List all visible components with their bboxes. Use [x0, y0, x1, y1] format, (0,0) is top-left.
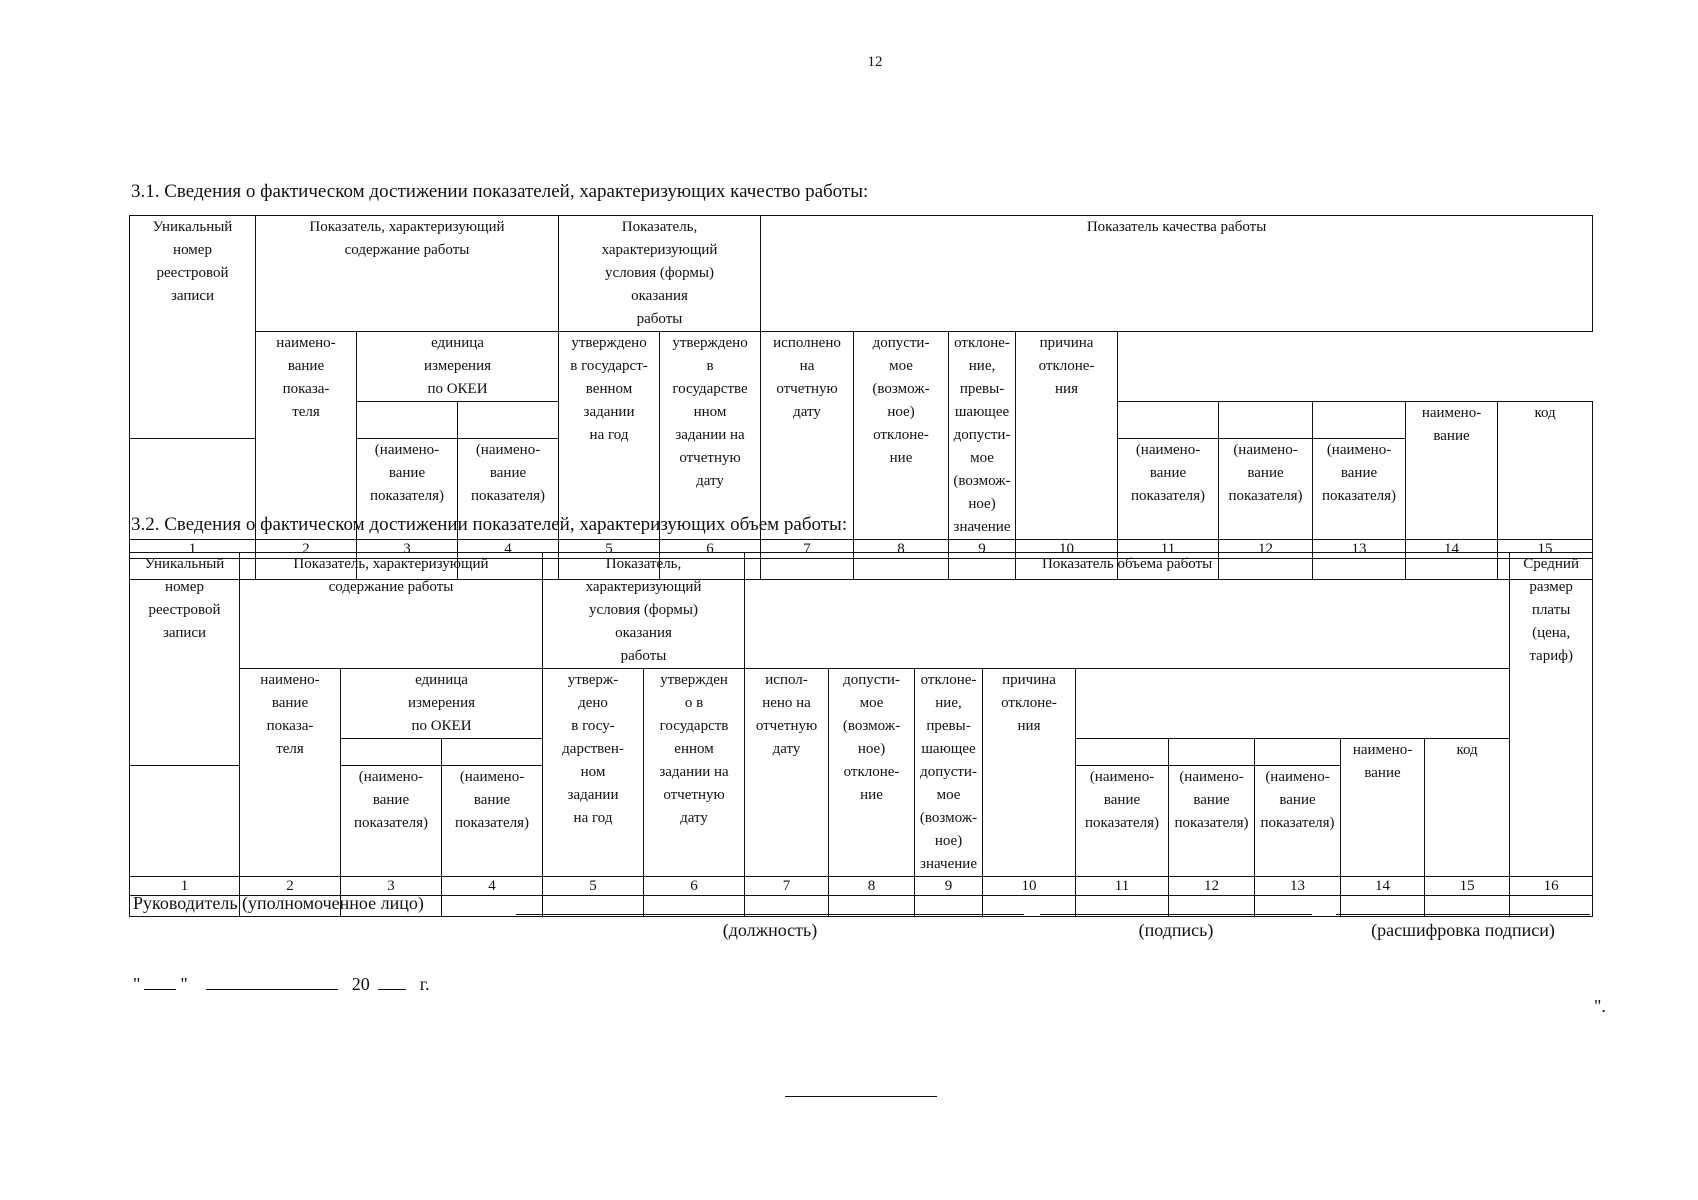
header-allowed-deviation: допусти- мое (возмож- ное) отклоне- ние: [854, 332, 949, 540]
day-blank: [144, 971, 176, 990]
header-parameter-name: (наимено- вание показателя): [1169, 766, 1255, 877]
column-number: 9: [915, 877, 983, 896]
header-unit-okei: единица измерения по ОКЕИ: [357, 332, 559, 402]
open-quote: ": [133, 974, 141, 994]
header-content-indicator: Показатель, характеризующий содержание работы: [256, 216, 559, 332]
column-number: 6: [644, 877, 745, 896]
header-indicator-name: наимено- вание показа- теля: [240, 669, 341, 877]
header-parameter-name: (наимено- вание показателя): [458, 439, 559, 540]
header-excess-deviation: отклоне- ние, превы- шающее допусти- мое (возмож- ное) значение: [949, 332, 1016, 540]
sub-cell: [1219, 402, 1313, 439]
header-parameter-name: (наимено- вание показателя): [1076, 766, 1169, 877]
signature-label: Руководитель (уполномоченное лицо): [133, 893, 424, 913]
sub-cell: [357, 402, 458, 439]
column-number: 4: [442, 877, 543, 896]
bottom-rule: [785, 1096, 937, 1097]
column-number: 3: [357, 540, 458, 559]
header-quality-indicator: Показатель качества работы: [761, 216, 1593, 332]
month-blank: [206, 971, 338, 990]
volume-table: [129, 552, 1593, 917]
column-number: 11: [1118, 540, 1219, 559]
column-number: 1: [130, 540, 256, 559]
column-number: 8: [829, 877, 915, 896]
header-unit-code: код: [1498, 402, 1593, 540]
header-parameter-name: (наимено- вание показателя): [1255, 766, 1341, 877]
header-unit-code: код: [1425, 739, 1510, 877]
header-executed: исполнено на отчетную дату: [761, 332, 854, 540]
column-number: 12: [1219, 540, 1313, 559]
column-number: 12: [1169, 877, 1255, 896]
header-content-indicator: Показатель, характеризующий содержание работы: [240, 553, 543, 669]
column-number: 2: [256, 540, 357, 559]
column-number: 4: [458, 540, 559, 559]
column-number: 14: [1406, 540, 1498, 559]
closing-quote-mark: ".: [1594, 996, 1606, 1016]
column-number: 13: [1255, 877, 1341, 896]
header-unique-number: Уникальный номер реестровой записи: [130, 216, 256, 439]
header-parameter-name: (наимено- вание показателя): [357, 439, 458, 540]
column-number: 11: [1076, 877, 1169, 896]
page-number: 12: [867, 54, 883, 70]
header-conditions-indicator: Показатель, характеризующий условия (формы) оказания работы: [543, 553, 745, 669]
signature-caption: (подпись): [1138, 920, 1214, 940]
sub-cell: [1255, 739, 1341, 766]
decoding-line: [1336, 914, 1590, 915]
column-number: 16: [1510, 877, 1593, 896]
decoding-caption: (расшифровка подписи): [1371, 920, 1555, 940]
column-number: 14: [1341, 877, 1425, 896]
header-approved-report-date: утверждено в государстве нном задании на отчетную дату: [660, 332, 761, 540]
column-number: 2: [240, 877, 341, 896]
year-suffix: г.: [419, 974, 430, 994]
year-prefix: 20: [351, 974, 370, 994]
header-approved-report-date: утвержден о в государств енном задании на отчетную дату: [644, 669, 745, 877]
header-parameter-name: (наимено- вание показателя): [442, 766, 543, 877]
column-number: 7: [761, 540, 854, 559]
column-number: 15: [1498, 540, 1593, 559]
column-number: 10: [1016, 540, 1118, 559]
section-2-heading: 3.2. Сведения о фактическом достижении показателей, характеризующих объем работы:: [131, 514, 848, 535]
sub-cell: [442, 739, 543, 766]
sub-cell: [1313, 402, 1406, 439]
header-approved-year: утверждено в государст- венном задании на год: [559, 332, 660, 540]
header-indicator-name: наимено- вание показа- теля: [256, 332, 357, 540]
close-quote: ": [180, 974, 188, 994]
header-approved-year: утверж- дено в госу- дарствен- ном задании на год: [543, 669, 644, 877]
column-number: 10: [983, 877, 1076, 896]
column-number: 6: [660, 540, 761, 559]
section-1-heading: 3.1. Сведения о фактическом достижении показателей, характеризующих качество работы:: [131, 181, 869, 202]
header-excess-deviation: отклоне- ние, превы- шающее допусти- мое (возмож- ное) значение: [915, 669, 983, 877]
sub-cell: [341, 739, 442, 766]
header-conditions-indicator: Показатель, характеризующий условия (формы) оказания работы: [559, 216, 761, 332]
header-unit-name: наимено- вание: [1406, 402, 1498, 540]
header-unique-number: Уникальный номер реестровой записи: [130, 553, 240, 766]
column-number: 9: [949, 540, 1016, 559]
column-number: 8: [854, 540, 949, 559]
position-caption: (должность): [722, 920, 818, 940]
header-deviation-reason: причина отклоне- ния: [1016, 332, 1118, 540]
date-line: [133, 971, 430, 995]
header-unique-number-lower: [130, 766, 240, 877]
signature-line: [1040, 914, 1312, 915]
column-number: 7: [745, 877, 829, 896]
column-number: 1: [130, 877, 240, 896]
header-parameter-name: (наимено- вание показателя): [1219, 439, 1313, 540]
header-executed: испол- нено на отчетную дату: [745, 669, 829, 877]
header-parameter-name: (наимено- вание показателя): [1118, 439, 1219, 540]
header-allowed-deviation: допусти- мое (возмож- ное) отклоне- ние: [829, 669, 915, 877]
column-number: 15: [1425, 877, 1510, 896]
header-volume-indicator: Показатель объема работы: [745, 553, 1510, 669]
header-parameter-name: (наимено- вание показателя): [341, 766, 442, 877]
sub-cell: [1169, 739, 1255, 766]
position-line: [516, 914, 1024, 915]
column-number: 13: [1313, 540, 1406, 559]
sub-cell: [1076, 739, 1169, 766]
header-average-price: Средний размер платы (цена, тариф): [1510, 553, 1593, 877]
sub-cell: [458, 402, 559, 439]
header-unit-name: наимено- вание: [1341, 739, 1425, 877]
header-parameter-name: (наимено- вание показателя): [1313, 439, 1406, 540]
header-unit-okei: единица измерения по ОКЕИ: [341, 669, 543, 739]
sub-cell: [1118, 402, 1219, 439]
header-deviation-reason: причина отклоне- ния: [983, 669, 1076, 877]
column-number: 3: [341, 877, 442, 896]
column-number: 5: [543, 877, 644, 896]
column-number: 5: [559, 540, 660, 559]
year-blank: [378, 971, 406, 990]
